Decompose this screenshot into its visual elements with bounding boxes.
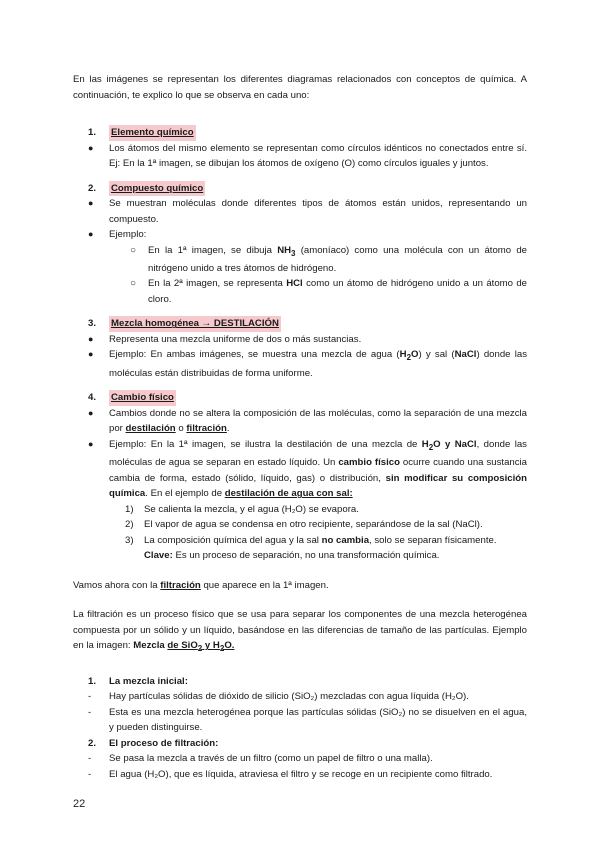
filtration-paragraph: La filtración es un proceso físico que se usa para separar los componentes de una mezcla heterogénea compuesta por un sólido y un líquido, basándose en las diferencias de tamaño de las partículas. Ejemplo en la imagen: Mezcla de SiO$_2$ y $H_2O$. <box>73 609 527 654</box>
dash-icon: - <box>88 753 92 765</box>
numbered-text: Se calienta la mezcla, y el agua (H₂O) se evapora. <box>144 503 359 515</box>
bullet-text: Se muestran moléculas donde diferentes tipos de átomos están unidos, representando un compuesto. <box>109 198 527 225</box>
dash-text: El agua (H₂O), que es líquida, atraviesa el filtro y se recoge en un recipiente como filtrado. <box>109 768 493 780</box>
numbered-item <box>125 533 527 549</box>
process-step-1-heading <box>73 674 527 690</box>
numbered-item <box>125 502 527 518</box>
list-item <box>88 705 527 736</box>
process-step-2-heading <box>73 736 527 752</box>
section-number: 4. <box>88 392 97 404</box>
bullet-icon: ● <box>88 438 94 449</box>
sub-list-item <box>130 243 527 277</box>
step-number: 2. <box>88 737 97 749</box>
bullet-icon: ● <box>88 142 94 153</box>
dash-text: Esta es una mezcla heterogénea porque las partículas sólidas (SiO₂) no se disuelven en el agua, y pueden distinguirse. <box>109 706 527 734</box>
list-item <box>88 767 527 783</box>
sub-item-text: En la 2ª imagen, se representa HCl como un átomo de hidrógeno unido a un átomo de cloro. <box>148 278 527 305</box>
bullet-text: Representa una mezcla uniforme de dos o más sustancias. <box>109 333 362 345</box>
dash-text: Se pasa la mezcla a través de un filtro (como un papel de filtro o una malla). <box>109 753 433 765</box>
page-number: 22 <box>73 798 86 810</box>
bullet-text: Los átomos del mismo elemento se representan como círculos idénticos no conectados entre sí. Ej: En la 1ª imagen, se dibujan los átomos de oxígeno (O) como círculos iguales y juntos. <box>109 142 527 169</box>
list-item <box>88 227 527 243</box>
sub-item-text: En la 1ª imagen, se dibuja $NH_3$ (amoníaco) como una molécula con un átomo de nitrógeno unido a tres átomos de hidrógeno. <box>148 244 527 274</box>
bullet-text: Ejemplo: <box>109 229 147 240</box>
step-title: La mezcla inicial: <box>109 675 188 687</box>
section-number: 2. <box>88 182 97 194</box>
list-item <box>88 406 527 437</box>
section-title: Cambio físico <box>109 390 176 406</box>
sub-list-item <box>130 276 527 307</box>
step-number: 1. <box>88 675 97 687</box>
section-4-heading <box>73 390 527 406</box>
dash-text: Hay partículas sólidas de dióxido de silicio (SiO₂) mezcladas con agua líquida (H₂O). <box>109 691 469 703</box>
list-item <box>88 347 527 381</box>
bullet-icon: ● <box>88 349 94 360</box>
intro-paragraph: En las imágenes se representan los diferentes diagramas relacionados con conceptos de química. A continuación, te explico lo que se observa en cada uno: <box>73 74 527 101</box>
step-title: El proceso de filtración: <box>109 737 219 749</box>
bullet-text: Cambios donde no se altera la composición de las moléculas, como la separación de una mezcla por destilación o filtración. <box>109 407 527 435</box>
document-page <box>73 72 527 782</box>
section-1-heading <box>73 125 527 141</box>
list-item <box>88 196 527 227</box>
dash-icon: - <box>88 691 92 703</box>
dash-icon: - <box>88 706 92 718</box>
section-number: 1. <box>88 127 97 138</box>
section-title: Elemento químico <box>109 125 196 141</box>
bullet-text: Ejemplo: En la 1ª imagen, se ilustra la destilación de una mezcla de $H_2O$ y NaCl, donde las moléculas de agua se separan en estado líquido. Un cambio físico ocurre cuando una sustancia cambia de forma, estado (sólido, líquido, gas) o distribución, sin modificar su composición química. En el ejemplo de destilación de agua con sal: <box>109 438 528 500</box>
section-3-heading <box>73 316 527 332</box>
circle-bullet-icon: ○ <box>130 278 137 290</box>
bullet-text: Ejemplo: En ambas imágenes, se muestra una mezcla de agua $(H_2O)$ y sal (NaCl) donde las moléculas están distribuidas de forma uniforme. <box>109 349 527 379</box>
section-title: Mezcla homogénea → DESTILACIÓN <box>109 316 281 332</box>
numbered-text: La composición química del agua y la sal no cambia, solo se separan físicamente. <box>144 534 497 546</box>
section-number: 3. <box>88 318 97 330</box>
bullet-icon: ● <box>88 229 94 239</box>
bullet-icon: ● <box>88 333 94 344</box>
item-number: 2) <box>125 519 134 531</box>
numbered-text: El vapor de agua se condensa en otro recipiente, separándose de la sal (NaCl). <box>144 519 483 531</box>
bullet-icon: ● <box>88 198 94 208</box>
list-item <box>88 141 527 172</box>
dash-icon: - <box>88 768 92 780</box>
circle-bullet-icon: ○ <box>130 244 137 256</box>
list-item <box>88 751 527 767</box>
item-number: 1) <box>125 503 134 515</box>
section-2-heading <box>73 181 527 197</box>
list-item <box>88 689 527 705</box>
bullet-icon: ● <box>88 407 94 418</box>
list-item <box>88 332 527 348</box>
list-item <box>88 437 527 502</box>
section-title: Compuesto químico <box>109 181 205 197</box>
numbered-item <box>125 517 527 533</box>
filtration-intro: Vamos ahora con la filtración que aparece en la 1ª imagen. <box>73 579 329 591</box>
item-number: 3) <box>125 534 134 546</box>
key-note: Clave: Es un proceso de separación, no una transformación química. <box>144 550 440 562</box>
